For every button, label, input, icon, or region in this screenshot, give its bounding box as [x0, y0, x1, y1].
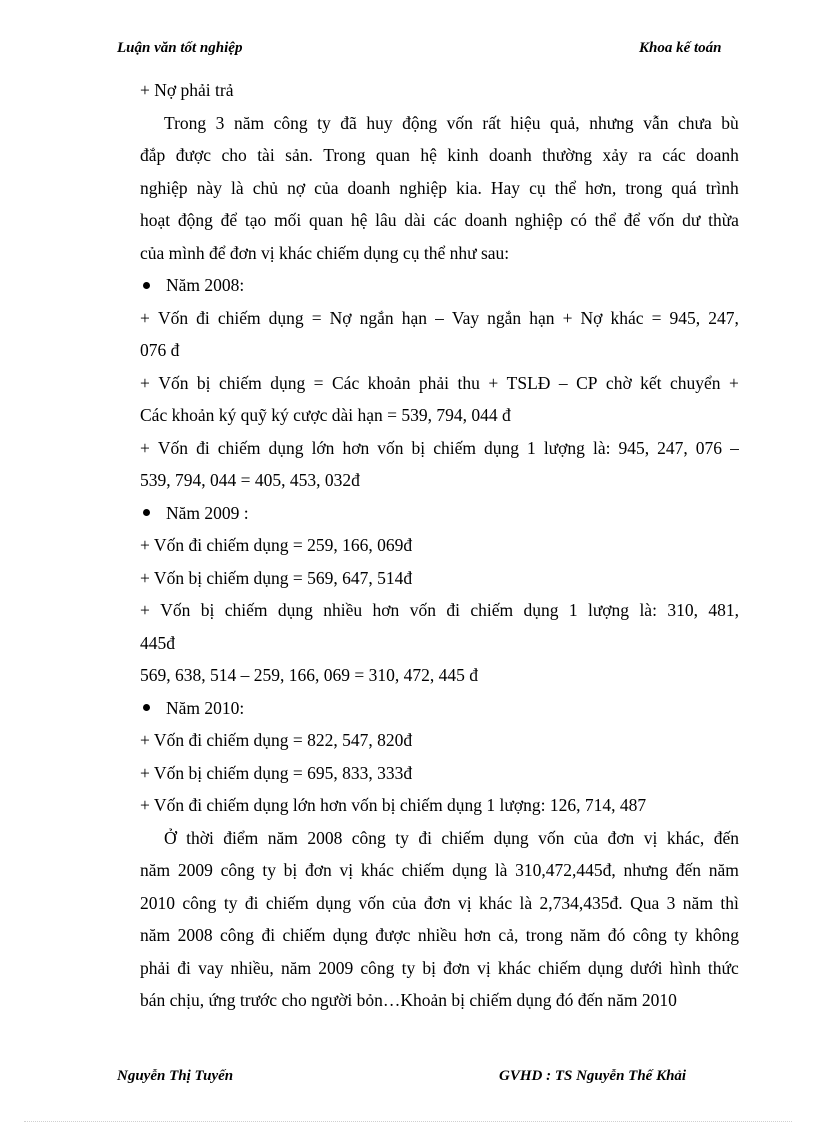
word: – [558, 372, 568, 393]
word: các [433, 210, 457, 230]
word: thể [554, 177, 577, 198]
paragraph-line [140, 887, 739, 920]
word: hạn [529, 307, 555, 328]
word: không [695, 925, 739, 945]
word: hơn [464, 925, 491, 945]
word: doanh [696, 145, 739, 165]
word: được [175, 145, 211, 165]
word: ty [223, 892, 238, 913]
word: đắp [140, 145, 166, 165]
word: bị [196, 372, 211, 393]
word: chờ [605, 372, 632, 393]
word: khác [610, 307, 644, 328]
word: vốn [409, 600, 436, 620]
word: thường [542, 145, 593, 165]
word: nhiều [417, 925, 457, 945]
word: doanh [464, 210, 508, 230]
word: 3 [666, 892, 676, 913]
word: động [402, 112, 438, 133]
footer-author: Nguyễn Thị Tuyến [117, 1068, 234, 1084]
word: Các [332, 372, 360, 393]
word: năm [140, 860, 171, 880]
word: lớn [311, 437, 335, 458]
word: 076 [695, 437, 723, 458]
bullet-item-2008 [140, 269, 739, 302]
text-line: + Vốn bị chiếm dụng = 695, 833, 333đ [140, 762, 413, 783]
word: lượng [587, 600, 630, 620]
word: chiếm [217, 307, 261, 328]
word: bị [422, 957, 436, 978]
word: nhiều, [230, 957, 274, 978]
word: quan [309, 210, 344, 230]
word: = [651, 307, 662, 328]
word: chiếm [282, 925, 326, 945]
text-line [140, 302, 739, 335]
word: là [231, 177, 244, 198]
word: nghiệp [140, 177, 188, 198]
word: đi [418, 827, 432, 848]
word: vị [339, 860, 354, 880]
word: chiếm [538, 957, 581, 978]
word: dụng [270, 372, 306, 393]
word: hệ [420, 145, 437, 165]
word: dụng [493, 827, 529, 848]
word: = [313, 372, 324, 393]
word: quá [671, 177, 697, 198]
word: Qua [630, 892, 660, 913]
word: thức [707, 957, 739, 978]
word: là [519, 892, 533, 913]
word: dụng [268, 437, 304, 458]
word: khác, [666, 827, 705, 848]
word: 945, [618, 437, 650, 458]
word: 247, [657, 437, 688, 458]
word: 2010 [140, 892, 175, 913]
word: nhiều [323, 600, 363, 620]
header-title-left: Luận văn tốt nghiệp [117, 40, 243, 56]
word: thì [720, 892, 739, 913]
paragraph-line [140, 952, 739, 985]
paragraph-line [140, 919, 739, 952]
word: hơn [372, 600, 400, 620]
text-line [140, 594, 739, 627]
word: 481, [708, 600, 739, 620]
word: + [729, 372, 739, 393]
word: Vốn [157, 307, 189, 328]
word: dư [682, 210, 701, 230]
word: lượng [543, 437, 585, 458]
word: thừa [708, 210, 739, 230]
word: chuyển [670, 372, 721, 393]
word: cả, [498, 925, 519, 945]
word: huy [366, 112, 393, 133]
word: năm [570, 925, 601, 945]
word: Trong [323, 145, 366, 165]
word: vị [458, 892, 472, 913]
word: 2009 [177, 860, 213, 880]
bullet-label: Năm 2008: [166, 275, 245, 295]
word: bù [721, 112, 739, 133]
word: vẫn [643, 112, 669, 133]
word: đơn [305, 860, 332, 880]
word: Trong [164, 112, 207, 133]
word: khoản [367, 372, 411, 393]
word: năm [267, 827, 298, 848]
text-line: Các khoản ký quỹ ký cược dài hạn = 539, 794, 044 đ [140, 405, 511, 425]
word: điểm [223, 827, 259, 848]
word: khác [479, 892, 513, 913]
word: lâu [375, 210, 397, 230]
word: đi [446, 600, 460, 620]
word: CP [576, 372, 598, 393]
bullet-label: Năm 2009 : [166, 502, 249, 523]
word: đơn [607, 827, 635, 848]
word: vốn [538, 827, 565, 848]
word: hệ [350, 210, 368, 230]
word: đó [607, 925, 626, 945]
bullet-icon [143, 704, 150, 711]
word: chủ [252, 177, 279, 198]
word: kinh [447, 145, 479, 165]
word: đi [196, 437, 210, 458]
word: hơn [342, 437, 370, 458]
word: vốn [648, 210, 675, 230]
text-line: 445đ [140, 632, 175, 653]
word: 2008 [177, 925, 213, 945]
bullet-item-2010 [140, 692, 739, 725]
word: tài [257, 145, 275, 165]
word: 945, [669, 307, 701, 328]
header-title-right: Khoa kế toán [639, 40, 722, 56]
word: năm [280, 957, 312, 978]
word: Nợ [329, 307, 352, 328]
word: dụng [277, 600, 313, 620]
word: dụng [316, 892, 352, 913]
text-line: + Vốn đi chiếm dụng = 822, 547, 820đ [140, 730, 413, 750]
word: ty [401, 957, 416, 978]
bullet-icon [143, 282, 150, 289]
word: quả, [550, 112, 580, 133]
word: năm [682, 892, 713, 913]
text-line: 539, 794, 044 = 405, 453, 032đ [140, 470, 360, 490]
word: chiếm [470, 600, 514, 620]
text-line: + Vốn bị chiếm dụng = 569, 647, 514đ [140, 567, 413, 588]
paragraph-line: của mình để đơn vị khác chiếm dụng cụ thể như sau: [140, 242, 510, 263]
text-line: + Vốn đi chiếm dụng = 259, 166, 069đ [140, 535, 413, 555]
word: = [311, 307, 322, 328]
paragraph-line: bán chịu, ứng trước cho người bỏn…Khoản bị chiếm dụng đó đến năm 2010 [140, 990, 677, 1010]
word: chiếm [401, 860, 445, 880]
paragraph-line [140, 204, 739, 237]
word: đi [196, 307, 210, 328]
word: được [375, 925, 411, 945]
word: dụng [332, 925, 368, 945]
word: rất [482, 112, 501, 133]
word: thu [457, 372, 480, 393]
text-line: + Nợ phải trả [140, 80, 234, 100]
word: vị [643, 827, 658, 848]
word: Hay [490, 177, 521, 198]
word: trong [625, 177, 663, 198]
word: vị [477, 957, 491, 978]
word: ty [674, 925, 688, 945]
word: ty [395, 827, 409, 848]
word: dụng [587, 957, 623, 978]
word: đi [244, 892, 259, 913]
word: năm [233, 112, 265, 133]
word: thời [186, 827, 214, 848]
word: công [351, 827, 386, 848]
word: 1 [568, 600, 578, 620]
word: Nợ [580, 307, 603, 328]
word: + [488, 372, 499, 393]
word: nhưng [623, 860, 669, 880]
word: công [632, 925, 667, 945]
word: phải [140, 957, 171, 978]
word: nghiệp [514, 210, 563, 230]
text-line [140, 367, 739, 400]
word: chiếm [217, 437, 261, 458]
word: + [140, 372, 150, 393]
word: kia. [456, 177, 482, 198]
word: doanh [347, 177, 391, 198]
word: ty [317, 112, 331, 133]
word: Vay [451, 307, 480, 328]
word: 1 [527, 437, 536, 458]
word: Vốn [160, 600, 191, 620]
word: 3 [215, 112, 225, 133]
word: bị [411, 437, 426, 458]
word: quan [375, 145, 410, 165]
text-line: 569, 638, 514 – 259, 166, 069 = 310, 472, 445 đ [140, 665, 478, 685]
word: vốn [446, 112, 473, 133]
word: để [220, 210, 238, 230]
word: dụng [268, 307, 304, 328]
word: bị [200, 600, 215, 620]
word: có [570, 210, 587, 230]
word: vốn [377, 437, 404, 458]
word: doanh [488, 145, 532, 165]
word: + [140, 307, 150, 328]
word: – [730, 437, 739, 458]
word: hình [669, 957, 701, 978]
word: trình [705, 177, 739, 198]
word: động [177, 210, 213, 230]
word: cụ [529, 177, 546, 198]
word: chiếm [441, 827, 485, 848]
word: 2,734,435đ. [539, 892, 623, 913]
footer-advisor: GVHD : TS Nguyễn Thế Khải [499, 1068, 687, 1084]
word: vốn [358, 892, 385, 913]
word: dưới [630, 957, 663, 978]
text-line [140, 432, 739, 465]
word: dụng [523, 600, 559, 620]
word: đi [177, 957, 191, 978]
word: chiếm [219, 372, 262, 393]
word: công [220, 860, 255, 880]
bullet-item-2009 [140, 497, 739, 530]
text-line: + Vốn đi chiếm dụng lớn hơn vốn bị chiếm dụng 1 lượng: 126, 714, 487 [140, 795, 647, 815]
word: đến [713, 827, 739, 848]
word: ra [638, 145, 652, 165]
paragraph-line [140, 107, 739, 140]
word: dài [404, 210, 426, 230]
word: chiếm [265, 892, 309, 913]
word: là: [592, 437, 611, 458]
word: công [360, 957, 395, 978]
word: – [435, 307, 444, 328]
word: + [140, 600, 150, 620]
word: đơn [423, 892, 451, 913]
word: của [392, 892, 417, 913]
word: các [662, 145, 686, 165]
word: dụng [452, 860, 488, 880]
word: đơn [443, 957, 470, 978]
word: ty [262, 860, 276, 880]
page-body [140, 74, 739, 1017]
word: Vốn [157, 437, 189, 458]
word: để [623, 210, 641, 230]
word: là [494, 860, 508, 880]
word: 247, [708, 307, 739, 328]
word: hơn, [585, 177, 617, 198]
bullet-icon [143, 509, 150, 516]
word: trong [525, 925, 563, 945]
word: của [573, 827, 599, 848]
paragraph-line [140, 139, 739, 172]
bullet-label: Năm 2010: [166, 697, 245, 718]
paragraph-line [140, 854, 739, 887]
word: thể [594, 210, 617, 230]
text-line: 076 đ [140, 340, 180, 360]
word: nghiệp [399, 177, 448, 198]
word: ngắn [487, 307, 522, 328]
word: 310, [667, 600, 698, 620]
word: hiệu [510, 112, 541, 133]
word: bị [283, 860, 298, 880]
word: xảy [602, 145, 628, 165]
word: chưa [678, 112, 712, 133]
paragraph-line [140, 822, 739, 855]
word: là: [639, 600, 657, 620]
word: cho [221, 145, 247, 165]
word: phải [418, 372, 450, 393]
word: chiếm [224, 600, 268, 620]
paragraph-line [140, 172, 739, 205]
word: vay [198, 957, 224, 978]
word: công [273, 112, 308, 133]
word: đến [675, 860, 702, 880]
word: 2009 [318, 957, 354, 978]
word: hoạt [140, 210, 171, 230]
page-bottom-divider [24, 1121, 792, 1122]
word: + [562, 307, 573, 328]
word: tạo [244, 210, 267, 230]
word: hạn [401, 307, 427, 328]
word: chiếm [433, 437, 476, 458]
word: sản. [285, 145, 313, 165]
word: năm [708, 860, 739, 880]
word: Vốn [158, 372, 189, 393]
word: 2008 [307, 827, 343, 848]
word: dụng [484, 437, 519, 458]
word: đi [261, 925, 276, 945]
word: của [314, 177, 339, 198]
word: kết [640, 372, 662, 393]
word: năm [140, 925, 171, 945]
word: khác [360, 860, 394, 880]
word: đã [340, 112, 357, 133]
word: ngắn [359, 307, 394, 328]
word: công [220, 925, 255, 945]
word: + [140, 437, 150, 458]
word: khác [497, 957, 531, 978]
word: này [196, 177, 222, 198]
word: TSLĐ [506, 372, 551, 393]
word: 310,472,445đ, [515, 860, 616, 880]
word: nợ [287, 177, 306, 198]
word: mối [274, 210, 302, 230]
word: Ở [164, 827, 177, 848]
word: công [182, 892, 217, 913]
word: nhưng [589, 112, 634, 133]
